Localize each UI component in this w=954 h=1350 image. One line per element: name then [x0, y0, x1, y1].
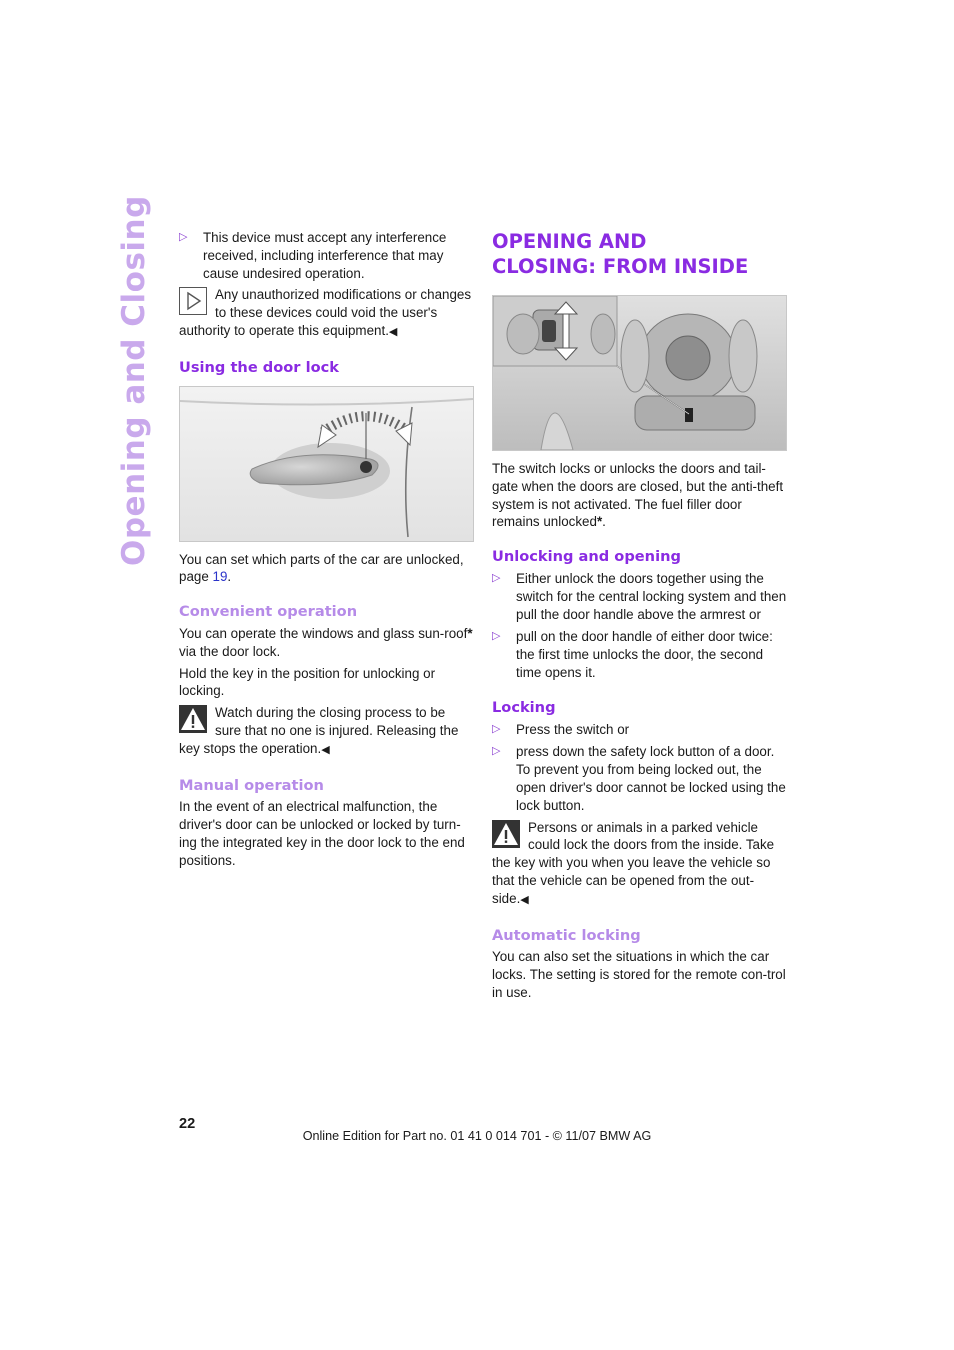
list-item — [492, 570, 788, 623]
switch-description: The switch locks or unlocks the doors and tail-gate when the doors are closed, but the anti-theft system is not activated. The fuel filler door remains unlocked*. — [492, 461, 784, 530]
heading-opening-closing-inside: OPENING AND CLOSING: FROM INSIDE — [492, 230, 749, 278]
heading-manual-operation: Manual operation — [179, 776, 324, 794]
page-number: 22 — [179, 1116, 196, 1132]
list-item — [492, 721, 788, 739]
list-item-text: Press the switch or — [516, 721, 630, 737]
star-marker: * — [467, 625, 473, 641]
warning-text: Watch during the closing process to be sure that no one is injured. Releasing the key stops the operation. — [179, 705, 459, 756]
central-lock-switch-image — [493, 296, 786, 450]
bullet-arrow-icon: ▷ — [492, 745, 501, 758]
bullet-arrow-icon: ▷ — [492, 722, 501, 735]
list-item — [492, 628, 788, 681]
warning-text: Persons or animals in a parked vehicle could lock the doors from the inside. Take the key with you when you leave the vehicle so that the vehicle can be opened from the out-side. — [492, 819, 775, 906]
bullet-arrow-icon: ▷ — [492, 571, 501, 584]
interior-switch-illustration — [492, 295, 787, 451]
paragraph: Hold the key in the position for unlocking or locking. — [179, 665, 436, 699]
heading-unlocking-opening: Unlocking and opening — [492, 548, 681, 566]
star-marker: * — [596, 514, 603, 530]
bullet-arrow-icon: ▷ — [492, 630, 501, 643]
door-lock-text: You can set which parts of the car are unlocked, page 19. — [179, 551, 464, 585]
heading-using-door-lock: Using the door lock — [179, 358, 339, 376]
list-item — [492, 743, 788, 814]
warning-block — [492, 819, 788, 910]
list-item-text: press down the safety lock button of a door. To prevent you from being locked out, the open driver's door cannot be locked using the lock button. — [516, 744, 786, 813]
list-item-text: pull on the door handle of either door twice: the first time unlocks the door, the second time opens it. — [516, 629, 773, 680]
right-column — [492, 229, 788, 1002]
end-mark-icon: ◀ — [388, 325, 398, 338]
paragraph: You can operate the windows and glass sun-roof* via the door lock. — [179, 625, 473, 659]
list-item — [179, 229, 473, 282]
end-mark-icon: ◀ — [321, 743, 330, 756]
page-link[interactable]: 19 — [212, 569, 228, 585]
heading-convenient-operation: Convenient operation — [179, 603, 358, 621]
heading-automatic-locking: Automatic locking — [492, 926, 641, 944]
list-item-text: Either unlock the doors together using the switch for the central locking system and then pull the door handle above the armrest or — [516, 570, 787, 622]
warning-block — [179, 704, 473, 759]
note-text: Any unauthorized modifications or changes to these devices could void the user's authority to operate this equipment. — [179, 287, 472, 338]
warning-icon — [179, 705, 207, 733]
note-block — [179, 286, 473, 341]
footer-edition: Online Edition for Part no. 01 41 0 014 701 - © 11/07 BMW AG — [302, 1129, 652, 1143]
paragraph: You can also set the situations in which the car locks. The setting is stored for the remote con-trol in use. — [492, 949, 786, 1000]
bullet-arrow-icon: ▷ — [179, 231, 188, 243]
heading-locking: Locking — [492, 698, 556, 716]
end-mark-icon: ◀ — [520, 893, 529, 906]
list-item-text: This device must accept any interference received, including interference that may cause undesired operation. — [203, 230, 447, 281]
left-column — [179, 229, 473, 870]
warning-icon — [492, 820, 520, 848]
door-handle-image — [180, 387, 473, 541]
arrow-note-icon — [179, 287, 207, 315]
paragraph: In the event of an electrical malfunction, the driver's door can be unlocked or locked by turn-ing the integrated key in the door lock to the end positions. — [179, 799, 465, 868]
door-lock-illustration — [179, 386, 474, 542]
side-section-title: Opening and Closing — [116, 195, 152, 566]
